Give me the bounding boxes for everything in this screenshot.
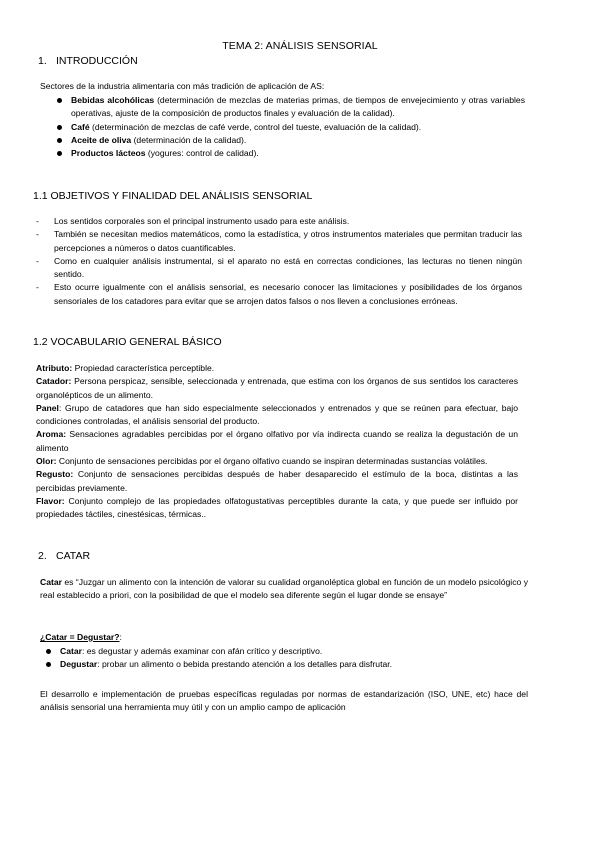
item-description: : probar un alimento o bebida prestando atención a los detalles para disfrutar. — [97, 659, 393, 670]
catar-definition — [40, 576, 528, 603]
sector-term: Aceite de oliva — [71, 134, 132, 145]
question-text: ¿Catar = Degustar? — [40, 632, 120, 642]
closing-paragraph: El desarrollo e implementación de pruebas específicas reguladas por normas de estandarización (ISO, UNE, etc) hace del análisis sensorial una herramienta muy útil y con un amplio campo de aplicación — [40, 689, 528, 713]
section-title: CATAR — [56, 550, 91, 562]
section-number: 2. — [38, 550, 47, 562]
objective-text: Esto ocurre igualmente con el análisis sensorial, es necesario conocer las limitaciones y posibilidades de los órganos sensoriales de los catadores para evitar que se arrojen datos falsos o nos lleven a conclusiones erróneas. — [54, 282, 522, 306]
sector-description: (determinación de la calidad). — [131, 134, 247, 145]
objective-text: Los sentidos corporales son el principal instrumento usado para este análisis. — [54, 216, 350, 226]
objectives-list — [36, 215, 522, 308]
objective-text: También se necesitan medios matemáticos, como la estadística, y otros instrumentos materiales que permitan traducir las percepciones a números o datos cuantificables. — [54, 229, 522, 253]
item-term: Catar — [60, 646, 82, 656]
sector-term: Café — [71, 121, 90, 132]
bullet-icon — [57, 138, 62, 143]
section-number: 1. — [38, 55, 47, 67]
vocabulary-entry — [36, 468, 518, 495]
sector-term: Productos lácteos — [71, 148, 146, 159]
question-suffix: : — [119, 632, 122, 642]
bullet-icon — [57, 98, 62, 103]
item-term: Degustar — [60, 659, 98, 670]
dash-marker: - — [36, 216, 39, 226]
vocabulary-term: Panel — [36, 402, 59, 413]
vocabulary-definition: Conjunto de sensaciones percibidas por el órgano olfativo cuando se inspiran determinadas sustancias volátiles. — [56, 456, 488, 467]
sector-description: (yogures: control de calidad). — [145, 148, 259, 159]
list-item — [36, 281, 522, 308]
dash-marker: - — [36, 229, 39, 240]
section-title: INTRODUCCIÓN — [56, 55, 138, 67]
vocabulary-term: Catador: — [36, 376, 72, 387]
dash-marker: - — [36, 255, 39, 266]
sector-description: (determinación de mezclas de materias primas, de tiempos de envejecimiento y otras variables operativas, ajuste de la composición de productos finales y evaluación de la calidad). — [71, 95, 525, 119]
vocabulary-definition: Propiedad característica perceptible. — [72, 363, 215, 373]
bullet-icon — [57, 151, 62, 156]
list-item — [57, 134, 525, 147]
item-description: : es degustar y además examinar con afán crítico y descriptivo. — [81, 646, 323, 656]
list-item — [36, 215, 522, 228]
list-item — [46, 645, 526, 658]
sectors-list — [57, 94, 525, 160]
document-title: TEMA 2: ANÁLISIS SENSORIAL — [222, 40, 378, 52]
vocabulary-definition: Sensaciones agradables percibidas por el órgano olfativo por vía indirecta cuando se realiza la degustación de un alimento — [36, 429, 518, 453]
catar-term: Catar — [40, 577, 62, 587]
vocabulary-definition: Persona perspicaz, sensible, seleccionada y entrenada, que estima con los órganos de sus sentidos los caracteres organolépticos de un alimento. — [36, 376, 518, 400]
catar-degustar-list — [46, 645, 526, 672]
section-2-heading — [38, 550, 90, 562]
list-item — [36, 228, 522, 255]
catar-definition-text: es “Juzgar un alimento con la intención de valorar su cualidad organoléptica global en función de un modelo psicológico y real establecido a priori, con la posibilidad de que el modelo sea diferente según el lugar donde se ensaye” — [40, 577, 528, 601]
sector-term: Bebidas alcohólicas — [71, 95, 155, 105]
vocabulary-definition: Conjunto complejo de las propiedades olfatogustativas perceptibles durante la cata, y que puede ser influido por propiedades táctiles, cinestésicas, térmicas.. — [36, 495, 518, 520]
vocabulary-entry — [36, 402, 518, 429]
catar-question — [40, 631, 340, 644]
vocabulary-term: Flavor: — [36, 495, 65, 506]
vocabulary-term: Regusto: — [36, 469, 74, 480]
vocabulary-entry — [36, 495, 518, 522]
section-1-1-heading: 1.1 OBJETIVOS Y FINALIDAD DEL ANÁLISIS SENSORIAL — [33, 190, 313, 202]
vocabulary-entry — [36, 455, 518, 468]
bullet-icon — [46, 662, 51, 667]
sector-description: (determinación de mezclas de café verde, control del tueste, evaluación de la calidad). — [89, 121, 422, 132]
vocabulary-definition: : Grupo de catadores que han sido especialmente seleccionados y entrenados y que se reúnen para efectuar, bajo condiciones controladas, el análisis sensorial del producto. — [36, 402, 518, 427]
list-item — [57, 121, 525, 134]
bullet-icon — [46, 649, 51, 654]
vocabulary-term: Atributo: — [36, 363, 73, 373]
vocabulary-term: Aroma: — [36, 429, 67, 440]
section-1-heading — [38, 55, 138, 67]
list-item — [36, 255, 522, 282]
vocabulary-term: Olor: — [36, 456, 57, 467]
vocabulary-entry — [36, 375, 518, 402]
section-1-2-heading: 1.2 VOCABULARIO GENERAL BÁSICO — [33, 336, 222, 348]
vocabulary-entry — [36, 362, 518, 375]
vocabulary-entry — [36, 428, 518, 455]
list-item — [46, 658, 526, 671]
intro-paragraph: Sectores de la industria alimentaria con más tradición de aplicación de AS: — [40, 81, 325, 91]
bullet-icon — [57, 125, 62, 130]
list-item — [57, 147, 525, 160]
vocabulary-list — [36, 362, 518, 522]
objective-text: Como en cualquier análisis instrumental, si el aparato no está en correctas condiciones, las lecturas no tienen ningún sentido. — [54, 255, 522, 280]
vocabulary-definition: Conjunto de sensaciones percibidas después de haber desaparecido el estímulo de la boca, distintas a las percibidas previamente. — [36, 469, 518, 493]
list-item — [57, 94, 525, 121]
dash-marker: - — [36, 282, 39, 293]
